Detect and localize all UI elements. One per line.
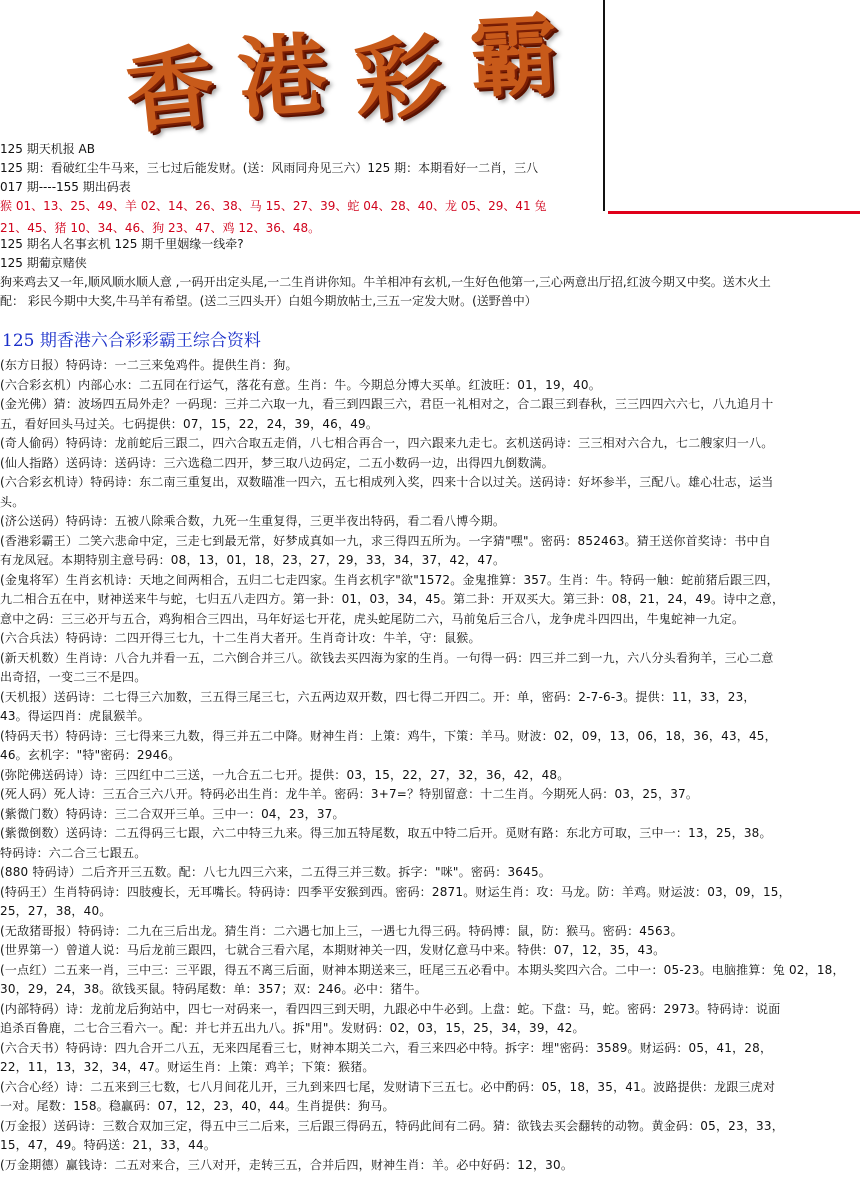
content-line: (紫微门数）特码诗：三二合双开三单。三中一：04，23，37。 [0,806,345,821]
banner-glyph: 港 [234,21,330,131]
content-line: (弥陀佛送码诗）诗：三四红中二三送，一九合五二七开。提供：03，15，22，27，32，36，42，48。 [0,767,570,782]
header-line: 125 期天机报 AB [0,142,95,156]
mid-block [0,221,863,311]
content-line: (死人码）死人诗：三五合三六八开。特码必出生肖：龙牛羊。密码：3+7=？特别留意：十二生肖。今期死人码：03，25，37。 [0,787,699,801]
divider-vertical [603,0,605,211]
content-line: (六合兵法）特码诗：二四开得三七九，十二生肖大者开。生肖奇计攻：牛羊，守：鼠猴。 [0,631,481,645]
content-line: 九二相合五在中，财神送来牛与蛇，七归五八走四方。第一卦：01，03，34，45。第二卦：开双买大。第三卦：08，21，24，49。诗中之意， [0,592,785,606]
content-line: (六合彩玄机）内部心水：二五同在行运气，落花有意。生肖：牛。今期总分博大买单。红波旺：01，19，40。 [0,377,601,392]
content-line: (万金报）送码诗：三数合双加三定，得五中三二后来，三后跟三得码五，特码此间有二码。猜：欲钱去买会翻转的动物。黄金码：05，23，33， [0,1118,784,1133]
content-line: (济公送码）特码诗：五被八除乘合数，九死一生重复得，三更半夜出特码，看二看八博今期。 [0,514,506,528]
mid-line: 125 期名人名事玄机 125 期千里姻缘一线牵? [0,237,244,251]
content-line: (世界第一）曾道人说：马后龙前三跟四，七就合三看六尾，本期财神关一四，发财亿意马中来。特供：07，12，35，43。 [0,943,666,957]
content-line: 46。玄机字："特"密码：2946。 [0,748,181,762]
divider-red [608,211,860,214]
content-line: (六合心经）诗：二五来到三七数，七八月间花儿开，三九到来四七尾，发财请下三五七。必中酌码：05，18，35，41。波路提供：龙跟三虎对 [0,1079,776,1094]
header-line: 017 期----155 期出码表 [0,180,131,194]
banner-glyph: 霸 [467,1,561,111]
content-line: (六合彩玄机诗）特码诗：东二南三重复出，双数瞄准一四六，五七相成列入奖，四来十合以过关。送码诗：好坏参半，三配八。雄心壮志，运当 [0,475,774,489]
mid-line: 125 期葡京赌侠 [0,256,87,270]
content-line: (新天机数）生肖诗：八合九并看一五，二六倒合并三八。欲钱去买四海为家的生肖。一句得一码：四三并二到一九，六八分头看狗羊，三心二意 [0,650,774,665]
content-line: 15，47，49。特码送：21，33，44。 [0,1138,217,1152]
content-line: (六合天书）特码诗：四九合开二八五，无来四尾看三七，财神本期关二六，看三来四必中特。拆字：埋"密码：3589。财运码：05，41，28， [0,1040,773,1055]
content-line: 出奇招，一变二三不是四。 [0,670,147,684]
content-line: 特码诗：六二合三七跟五。 [0,845,147,860]
content-line: (香港彩霸王）二笑六悲命中定，三走七到最无常，好梦成真如一九，求三得四五所为。一字猜"嘿"。密码：852463。猜王送你首奖诗：书中自 [0,533,771,548]
content-line: 头。 [0,494,25,509]
section-title: 125 期香港六合彩彩霸王综合资料 [2,331,261,351]
content-line: (奇人偷码）特码诗：龙前蛇后三跟二，四六合取五走俏，八七相合再合一，四六跟来九走七。玄机送码诗：三三相对六合九，七二艘家归一八。 [0,436,774,450]
content-line: 一对。尾数：158。稳赢码：07，12，23，40，44。生肖提供：狗马。 [0,1099,395,1113]
content-line: (一点红）二五来一肖，三中三：三平跟，得五不离三后面，财神本期送来三，旺尾三五必看中。本期头奖四六合。二中一：05-23。电脑推算：兔 02，18， [0,962,845,977]
banner-logo [0,0,603,147]
mid-line: 配： 彩民今期中大奖,牛马羊有希望。(送二三四头开）白姐今期放帖士,三五一定发大财。(送野兽中） [0,294,537,308]
red-code-line: 21、45、猪 10、34、46、狗 23、47、鸡 12、36、48。 [0,221,321,235]
content-line: (紫微倒数）送码诗：二五得码三七跟，六二中特三九来。得三加五特尾数，取五中特二后开。觅财有路：东北方可取，三中一：13，25，38。 [0,826,772,840]
content-line: (特码天书）特码诗：三七得来三九数，得三并五二中降。财神生肖：上策：鸡牛，下策：羊马。财波：02，09，13，06，18，36，43，45， [0,728,777,743]
mid-line: 狗来鸡去又一年,顺风顺水顺人意 ,一码开出定头尾,一二生肖讲你知。牛羊相冲有玄机,一生好色他第一,三心两意出厅招,红波今期又中奖。送木火土 [0,275,771,289]
content-line: 五，看好回头马过关。七码提供：07，15，22，24，39，46，49。 [0,416,379,431]
content-line: (内部特码）诗：龙前龙后狗站中，四七一对码来一，看四四三到天明，九跟必中牛必到。上盘：蛇。下盘：马，蛇。密码：2973。特码诗：说面 [0,1001,781,1016]
content-line: 43。得运四肖：虎鼠猴羊。 [0,709,150,723]
content-line: (仙人指路）送码诗：送码诗：三六选稳二四开，梦三取八边码定，二五小数码一边，出得四九倒数满。 [0,455,554,470]
content-block [0,356,863,1175]
content-line: 有龙凤冠。本期特别主意号码：08，13，01，18，23，27，29，33，34，37，42，47。 [0,553,506,567]
header-block [0,140,603,216]
content-line: (东方日报）特码诗：一二三来兔鸡件。提供生肖：狗。 [0,358,298,372]
content-line: 意中之码：三三必开与五合，鸡狗相合三四出，马年好运七开花，虎头蛇尾防二六，马前兔后三合八，龙争虎斗四四出，牛鬼蛇神一九定。 [0,611,745,626]
content-line: (无敌猪哥报）特码诗：二九在三后出龙。猜生肖：二六遇七加上三，一遇七九得三码。特码博：鼠，防：猴马。密码：4563。 [0,923,683,938]
content-line: (880 特码诗）二后齐开三五数。配：八七九四三六来，二五得三并三数。拆字："咪"。密码：3645。 [0,865,551,879]
content-line: 25，27，38，40。 [0,904,112,918]
content-line: (金鬼将军）生肖玄机诗：天地之间两相合，五归二七走四家。生肖玄机字"欲"1572。金鬼推算：357。生肖：牛。特码一触：蛇前猪后跟三四， [0,572,779,587]
content-line: (天机报）送码诗：二七得三六加数，三五得三尾三七，六五两边双开数，四七得二开四二。开：单，密码：2-7-6-3。提供：11，33，23， [0,689,756,704]
content-line: (万金期德）赢钱诗：二五对来合，三八对开，走转三五，合并后四，财神生肖：羊。必中好码：12，30。 [0,1157,574,1172]
content-line: (特码王）生肖特码诗：四肢瘦长，无耳嘴长。特码诗：四季平安猴到西。密码：2871。财运生肖：攻：马龙。防：羊鸡。财运波：03，09，15， [0,884,791,899]
banner-glyph: 彩 [349,22,447,134]
content-line: (金光佛）猜：波场四五局外走？一码现：三并二六取一九，看三到四跟三六，君臣一礼相对之，合二跟三到春秋，三三四四六六七，八九追月十 [0,397,774,411]
header-line: 125 期：看破红尘牛马来，三七过后能发财。(送：风雨同舟见三六）125 期：本期看好一二肖，三八 [0,161,539,175]
content-line: 30，29，24，38。欲钱买鼠。特码尾数：单：357；双：246。必中：猪牛。 [0,982,427,996]
content-line: 22，11，13，32，34，47。财运生肖：上策：鸡羊；下策：猴猪。 [0,1060,375,1074]
content-line: 追杀百鲁鹿，二七合三看六一。配：并七并五出九八。拆"用"。发财码：02，03，15，25，34，39，42。 [0,1021,585,1035]
red-code-line: 猴 01、13、25、49、羊 02、14、26、38、马 15、27、39、蛇 04、28、40、龙 05、29、41 兔 [0,199,547,213]
banner-glyph: 香 [120,33,220,147]
